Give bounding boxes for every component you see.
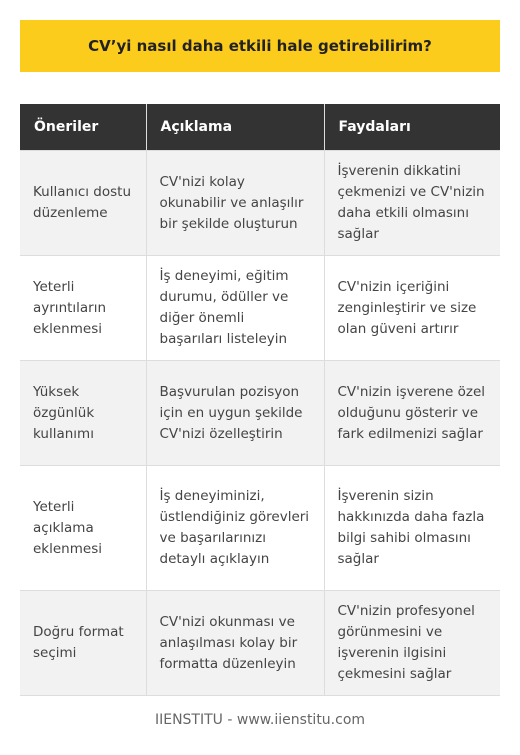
cell-oneri: Yeterli açıklama eklenmesi: [20, 466, 146, 591]
cell-oneri: Doğru format seçimi: [20, 591, 146, 696]
cell-fayda: CV'nizin işverene özel olduğunu gösterir ve fark edilmenizi sağlar: [324, 361, 500, 466]
cell-aciklama: İş deneyiminizi, üstlendiğiniz görevleri ve başarılarınızı detaylı açıklayın: [146, 466, 324, 591]
cell-fayda: CV'nizin profesyonel görünmesini ve işverenin ilgisini çekmesini sağlar: [324, 591, 500, 696]
cell-aciklama: İş deneyimi, eğitim durumu, ödüller ve diğer önemli başarıları listeleyin: [146, 256, 324, 361]
cell-aciklama: CV'nizi okunması ve anlaşılması kolay bir formatta düzenleyin: [146, 591, 324, 696]
header-aciklama: Açıklama: [146, 104, 324, 151]
cell-fayda: İşverenin dikkatini çekmenizi ve CV'nizin daha etkili olmasını sağlar: [324, 151, 500, 256]
header-oneriler: Öneriler: [20, 104, 146, 151]
cell-aciklama: Başvurulan pozisyon için en uygun şekilde CV'nizi özelleştirin: [146, 361, 324, 466]
recommendations-table: [20, 104, 500, 696]
recommendations-table-container: [20, 104, 500, 696]
table-row: [20, 256, 500, 361]
header-faydalari: Faydaları: [324, 104, 500, 151]
table-row: [20, 466, 500, 591]
table-row: [20, 151, 500, 256]
cell-oneri: Kullanıcı dostu düzenleme: [20, 151, 146, 256]
cell-aciklama: CV'nizi kolay okunabilir ve anlaşılır bir şekilde oluşturun: [146, 151, 324, 256]
table-header-row: [20, 104, 500, 151]
cell-oneri: Yüksek özgünlük kullanımı: [20, 361, 146, 466]
table-row: [20, 591, 500, 696]
page-title: CV’yi nasıl daha etkili hale getirebilirim?: [88, 37, 432, 55]
cell-fayda: İşverenin sizin hakkınızda daha fazla bilgi sahibi olmasını sağlar: [324, 466, 500, 591]
table-row: [20, 361, 500, 466]
title-banner: [20, 20, 500, 72]
cell-fayda: CV'nizin içeriğini zenginleştirir ve size olan güveni artırır: [324, 256, 500, 361]
footer-credit: IIENSTITU - www.iienstitu.com: [154, 712, 366, 728]
cell-oneri: Yeterli ayrıntıların eklenmesi: [20, 256, 146, 361]
